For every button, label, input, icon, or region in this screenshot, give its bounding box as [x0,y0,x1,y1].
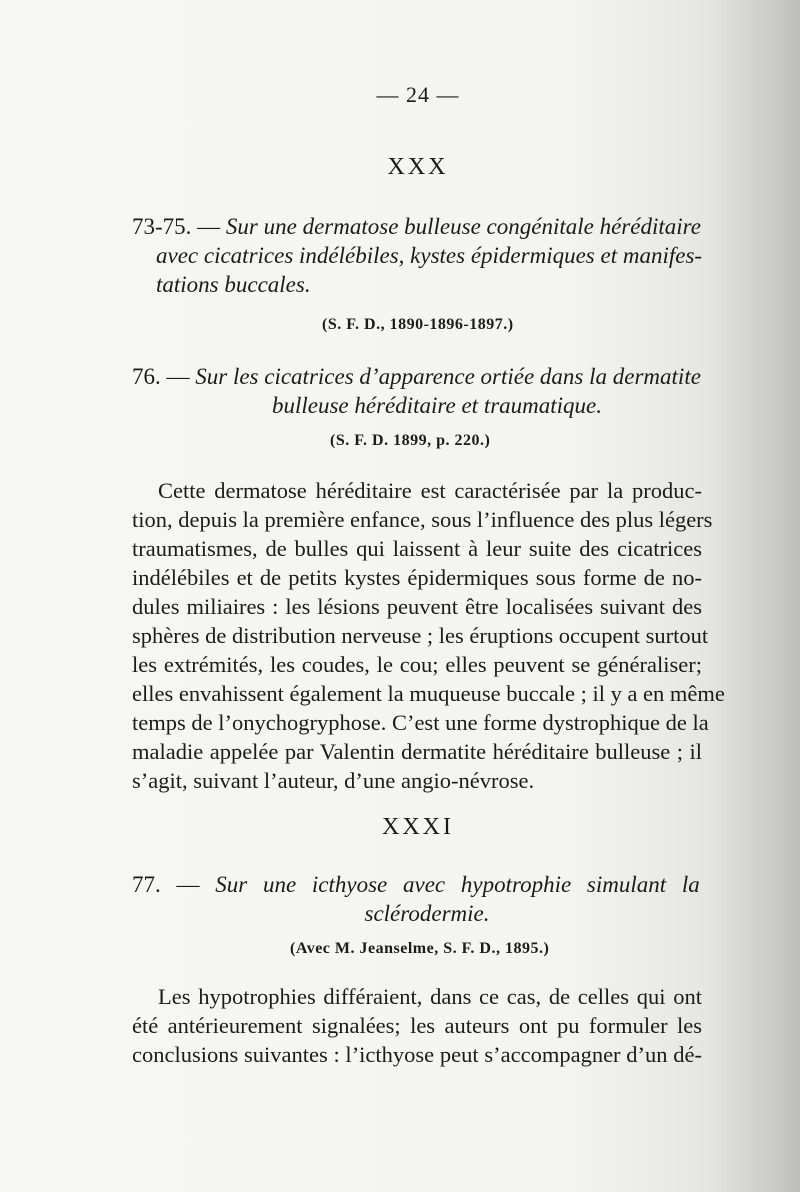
entry-reference: (S. F. D., 1890-1896-1897.) [322,316,514,333]
entry-title-text: Sur les cicatrices d’apparence ortiée dans la dermatite [195,364,701,389]
entry-73-75 [132,212,702,299]
paragraph-line: maladie appelée par Valentin dermatite héréditaire bulleuse ; il [132,739,702,764]
entry-title-text: Sur une dermatose bulleuse congénitale héréditaire [225,214,701,239]
entry-title-text: avec cicatrices indélébiles, kystes épidermiques et manifes- [156,243,703,268]
paragraph-line: les extrémités, les coudes, le cou; elles peuvent se généraliser; [132,652,702,677]
paragraph-line: été antérieurement signalées; les auteurs ont pu formuler les [132,1013,702,1038]
section-heading-xxxi: XXXI [382,814,454,840]
entry-dash: — [166,364,190,389]
paragraph-line: Les hypotrophies différaient, dans ce cas, de celles qui ont [158,984,702,1009]
entry-title-line [132,212,702,241]
entry-number: 76. [132,364,161,389]
entry-reference: (S. F. D. 1899, p. 220.) [330,432,491,449]
entry-title-line [132,899,702,928]
entry-title-line [132,391,702,420]
entry-number: 73-75. [132,214,192,239]
entry-76 [132,362,702,420]
paragraph-line: elles envahissent également la muqueuse buccale ; il y a en même [132,681,725,706]
entry-dash: — [197,214,221,239]
entry-title-text: tations buccales. [156,272,311,297]
entry-title-line [132,362,702,391]
body-paragraph [132,476,725,795]
entry-dash: — [176,872,200,897]
paragraph-line: s’agit, suivant l’auteur, d’une angio-névrose. [132,768,535,793]
entry-title-text: sclérodermie. [364,901,490,926]
paragraph-line: conclusions suivantes : l’icthyose peut s’accompagner d’un dé- [132,1042,702,1067]
paragraph-line: sphères de distribution nerveuse ; les éruptions occupent surtout [132,623,709,648]
page-number: — 24 — [376,82,460,107]
entry-number: 77. [132,872,161,897]
paragraph-line: tion, depuis la première enfance, sous l’influence des plus légers [132,507,713,532]
entry-title-line [132,241,702,270]
entry-title-text: Sur une icthyose avec hypotrophie simulant la [215,872,700,897]
section-heading-xxx: XXX [387,154,449,180]
entry-77 [132,870,702,928]
entry-title-line [132,270,702,299]
paragraph-line: indélébiles et de petits kystes épidermiques sous forme de no- [132,565,702,590]
paragraph-line: dules miliaires : les lésions peuvent être localisées suivant des [132,594,702,619]
paragraph-line: Cette dermatose héréditaire est caractérisée par la produc- [158,478,702,503]
paragraph-line: traumatismes, de bulles qui laissent à leur suite des cicatrices [132,536,702,561]
entry-title-line [132,870,702,899]
entry-reference: (Avec M. Jeanselme, S. F. D., 1895.) [290,940,550,957]
paragraph-line: temps de l’onychogryphose. C’est une forme dystrophique de la [132,710,709,735]
body-paragraph [132,982,702,1069]
entry-title-text: bulleuse héréditaire et traumatique. [271,393,603,418]
